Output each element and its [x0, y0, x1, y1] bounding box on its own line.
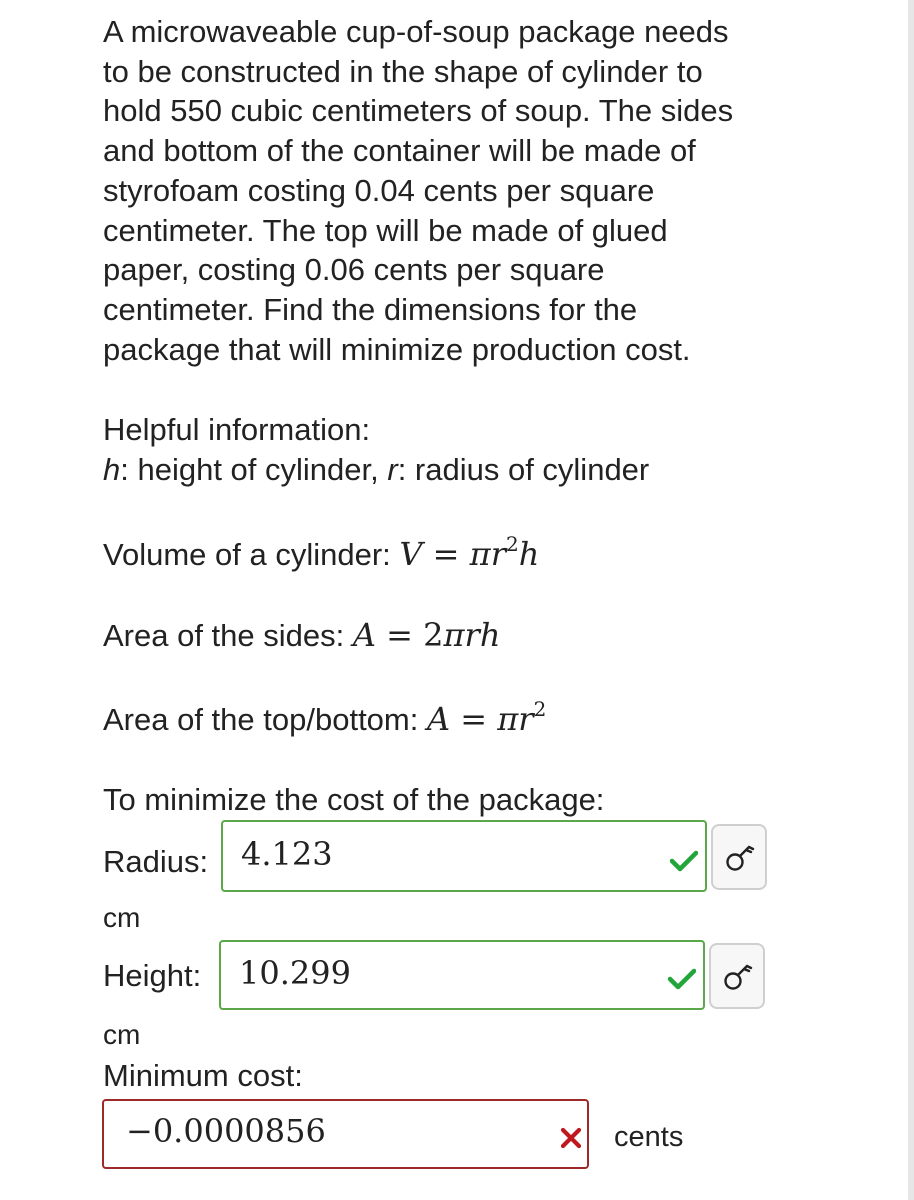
top-bottom-area-expression: $A = \pi r^2$: [426, 697, 547, 738]
check-icon: [668, 968, 696, 990]
volume-formula-expression: $V = \pi r^2h$: [399, 532, 540, 573]
top-bottom-area-formula: [103, 699, 546, 740]
check-icon: [670, 850, 698, 872]
problem-line: hold 550 cubic centimeters of soup. The sides: [103, 93, 734, 129]
key-icon: [725, 840, 755, 874]
volume-formula-label: Volume of a cylinder:: [103, 537, 400, 572]
sides-area-expression: A = 2πrh: [352, 616, 501, 654]
minimize-intro: To minimize the cost of the package:: [103, 782, 605, 817]
problem-line: A microwaveable cup-of-soup package needs: [103, 14, 729, 49]
height-label: Height:: [103, 958, 202, 993]
sides-area-label: Area of the sides:: [103, 618, 353, 653]
radius-key-button[interactable]: [711, 824, 767, 890]
key-icon: [723, 959, 753, 993]
problem-line: package that will minimize production cost.: [103, 331, 691, 367]
minimum-cost-label: Minimum cost:: [103, 1058, 303, 1093]
radius-description: : radius of cylinder: [397, 452, 650, 487]
minimum-cost-answer-value: −0.0000856: [126, 1112, 326, 1150]
radius-answer-field[interactable]: [221, 820, 707, 892]
problem-line: centimeter. The top will be made of glued: [103, 212, 668, 248]
height-variable: h: [103, 452, 121, 487]
problem-line: and bottom of the container will be made of: [103, 133, 696, 169]
radius-label: Radius:: [103, 844, 209, 879]
problem-line: styrofoam costing 0.04 cents per square: [103, 172, 655, 208]
height-answer-value: 10.299: [239, 954, 351, 992]
scrollbar-track[interactable]: [908, 0, 914, 1200]
volume-formula: [103, 534, 539, 575]
sides-area-formula: [103, 615, 500, 656]
height-description: : height of cylinder,: [120, 452, 388, 487]
helpful-info-heading: Helpful information:: [103, 412, 371, 447]
top-bottom-area-label: Area of the top/bottom:: [103, 702, 427, 737]
cross-icon: [560, 1127, 582, 1149]
height-key-button[interactable]: [709, 943, 765, 1009]
problem-line: centimeter. Find the dimensions for the: [103, 291, 638, 327]
radius-unit: cm: [103, 902, 141, 933]
problem-line: to be constructed in the shape of cylinder to: [103, 53, 703, 89]
problem-statement: [103, 12, 803, 369]
radius-variable: r: [387, 452, 398, 487]
variable-definitions: [103, 450, 649, 490]
cost-unit: cents: [614, 1121, 684, 1153]
problem-line: paper, costing 0.06 cents per square: [103, 252, 605, 288]
height-unit: cm: [103, 1019, 141, 1050]
minimum-cost-answer-field[interactable]: [102, 1099, 589, 1169]
radius-answer-value: 4.123: [241, 835, 333, 873]
height-answer-field[interactable]: [219, 940, 705, 1010]
